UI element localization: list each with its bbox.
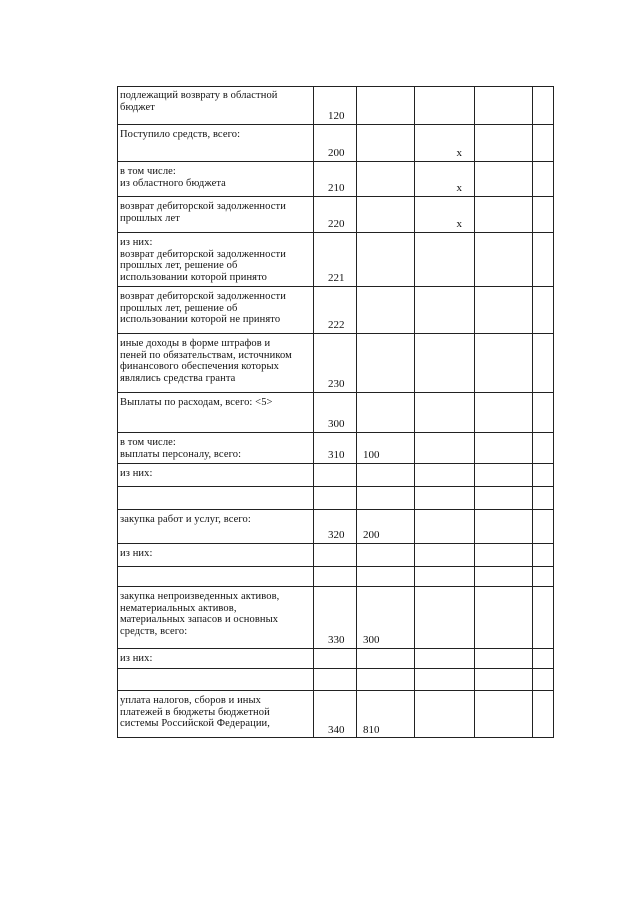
- cell-c5: [532, 487, 554, 509]
- row-code: 222: [328, 319, 345, 331]
- cell-c4: [474, 393, 532, 432]
- cell-c3: [414, 510, 474, 543]
- cell-c3: [414, 669, 474, 690]
- cell-name: [117, 433, 313, 463]
- cell-c4: [474, 487, 532, 509]
- row-label: Выплаты по расходам, всего: <5>: [120, 397, 273, 408]
- row-label: из них:: [120, 468, 153, 479]
- table-row: [117, 566, 554, 586]
- cell-c4: [474, 567, 532, 586]
- cell-c5: [532, 287, 554, 333]
- cell-c4: [474, 510, 532, 543]
- table-row: [117, 232, 554, 286]
- cell-c5: [532, 334, 554, 392]
- cell-c5: [532, 197, 554, 232]
- cell-name: [117, 86, 313, 124]
- cell-code: [313, 510, 356, 543]
- row-value: х: [456, 147, 462, 159]
- cell-kosgu: [356, 587, 414, 648]
- cell-name: [117, 649, 313, 668]
- cell-code: [313, 162, 356, 196]
- cell-name: [117, 544, 313, 566]
- table-row: [117, 509, 554, 543]
- row-code: 210: [328, 182, 345, 194]
- cell-kosgu: [356, 393, 414, 432]
- cell-c3: [414, 649, 474, 668]
- cell-c3: [414, 464, 474, 486]
- table-row: [117, 124, 554, 161]
- cell-c3: [414, 433, 474, 463]
- cell-name: [117, 197, 313, 232]
- cell-name: [117, 587, 313, 648]
- cell-c5: [532, 691, 554, 738]
- cell-c5: [532, 433, 554, 463]
- row-value: х: [456, 182, 462, 194]
- table-row: [117, 196, 554, 232]
- row-label: подлежащий возврату в областной бюджет: [120, 90, 278, 113]
- cell-kosgu: [356, 233, 414, 286]
- table-row: [117, 486, 554, 509]
- row-code: 120: [328, 110, 345, 122]
- cell-c4: [474, 587, 532, 648]
- cell-c3: [414, 393, 474, 432]
- table-row: [117, 648, 554, 668]
- cell-c5: [532, 587, 554, 648]
- table-row: [117, 668, 554, 690]
- cell-c5: [532, 510, 554, 543]
- table-row: [117, 286, 554, 333]
- cell-c4: [474, 433, 532, 463]
- cell-kosgu: [356, 649, 414, 668]
- row-label: возврат дебиторской задолженности прошлых лет, решение об использовании которой не принято: [120, 291, 286, 325]
- row-label: возврат дебиторской задолженности прошлых лет: [120, 201, 286, 224]
- cell-c4: [474, 334, 532, 392]
- table-row: [117, 333, 554, 392]
- row-code: 330: [328, 634, 345, 646]
- cell-name: [117, 233, 313, 286]
- row-label: из них: возврат дебиторской задолженности прошлых лет, решение об использовании которой принято: [120, 237, 286, 283]
- table-row: [117, 161, 554, 196]
- cell-kosgu: [356, 669, 414, 690]
- row-value: х: [456, 218, 462, 230]
- cell-c3: [414, 162, 474, 196]
- cell-code: [313, 567, 356, 586]
- cell-name: [117, 567, 313, 586]
- cell-name: [117, 510, 313, 543]
- cell-kosgu: [356, 433, 414, 463]
- row-label: закупка непроизведенных активов, нематериальных активов, материальных запасов и основных средств, всего:: [120, 591, 280, 637]
- row-label: в том числе: выплаты персоналу, всего:: [120, 437, 242, 460]
- row-code: 340: [328, 724, 345, 736]
- row-label: уплата налогов, сборов и иных платежей в бюджеты бюджетной системы Российской Федерации,: [120, 695, 270, 729]
- cell-code: [313, 334, 356, 392]
- cell-kosgu: [356, 464, 414, 486]
- cell-kosgu: [356, 125, 414, 161]
- row-label: из них:: [120, 548, 153, 559]
- cell-c3: [414, 587, 474, 648]
- table-row: [117, 432, 554, 463]
- cell-name: [117, 487, 313, 509]
- cell-name: [117, 334, 313, 392]
- cell-code: [313, 433, 356, 463]
- cell-c5: [532, 393, 554, 432]
- cell-c4: [474, 649, 532, 668]
- cell-kosgu: [356, 197, 414, 232]
- row-label: Поступило средств, всего:: [120, 129, 241, 140]
- cell-c3: [414, 86, 474, 124]
- cell-c5: [532, 649, 554, 668]
- table-row: [117, 463, 554, 486]
- cell-c3: [414, 287, 474, 333]
- cell-c3: [414, 691, 474, 738]
- cell-kosgu: [356, 162, 414, 196]
- cell-c4: [474, 125, 532, 161]
- cell-code: [313, 669, 356, 690]
- table-row: [117, 690, 554, 738]
- cell-kosgu: [356, 567, 414, 586]
- cell-name: [117, 464, 313, 486]
- cell-code: [313, 487, 356, 509]
- cell-name: [117, 162, 313, 196]
- cell-name: [117, 691, 313, 738]
- cell-c4: [474, 669, 532, 690]
- table-row: [117, 543, 554, 566]
- row-code: 200: [328, 147, 345, 159]
- cell-c3: [414, 197, 474, 232]
- cell-c5: [532, 567, 554, 586]
- cell-c4: [474, 544, 532, 566]
- row-kosgu: 100: [363, 449, 380, 461]
- row-label: в том числе: из областного бюджета: [120, 166, 226, 189]
- row-code: 221: [328, 272, 345, 284]
- cell-name: [117, 669, 313, 690]
- cell-code: [313, 691, 356, 738]
- cell-c5: [532, 233, 554, 286]
- cell-c3: [414, 233, 474, 286]
- cell-c4: [474, 691, 532, 738]
- cell-name: [117, 393, 313, 432]
- cell-c4: [474, 162, 532, 196]
- cell-c4: [474, 464, 532, 486]
- cell-kosgu: [356, 287, 414, 333]
- cell-c5: [532, 464, 554, 486]
- cell-c5: [532, 125, 554, 161]
- cell-kosgu: [356, 334, 414, 392]
- cell-code: [313, 125, 356, 161]
- cell-code: [313, 86, 356, 124]
- cell-c3: [414, 567, 474, 586]
- cell-c4: [474, 287, 532, 333]
- row-code: 300: [328, 418, 345, 430]
- row-code: 320: [328, 529, 345, 541]
- row-code: 230: [328, 378, 345, 390]
- cell-code: [313, 464, 356, 486]
- cell-c3: [414, 334, 474, 392]
- cell-c5: [532, 544, 554, 566]
- row-code: 310: [328, 449, 345, 461]
- row-code: 220: [328, 218, 345, 230]
- row-label: иные доходы в форме штрафов и пеней по обязательствам, источником финансового обеспечения которых являлись средства гранта: [120, 338, 292, 384]
- row-kosgu: 200: [363, 529, 380, 541]
- cell-code: [313, 544, 356, 566]
- table-row: [117, 86, 554, 124]
- row-label: закупка работ и услуг, всего:: [120, 514, 251, 525]
- cell-c4: [474, 233, 532, 286]
- cell-c3: [414, 487, 474, 509]
- cell-kosgu: [356, 86, 414, 124]
- cell-c3: [414, 125, 474, 161]
- cell-code: [313, 287, 356, 333]
- cell-kosgu: [356, 544, 414, 566]
- cell-code: [313, 233, 356, 286]
- cell-kosgu: [356, 487, 414, 509]
- cell-kosgu: [356, 691, 414, 738]
- cell-code: [313, 649, 356, 668]
- row-kosgu: 300: [363, 634, 380, 646]
- table-row: [117, 586, 554, 648]
- cell-name: [117, 125, 313, 161]
- cell-code: [313, 197, 356, 232]
- cell-c4: [474, 86, 532, 124]
- cell-name: [117, 287, 313, 333]
- row-label: из них:: [120, 653, 153, 664]
- cell-code: [313, 393, 356, 432]
- cell-kosgu: [356, 510, 414, 543]
- cell-c3: [414, 544, 474, 566]
- cell-c4: [474, 197, 532, 232]
- table-row: [117, 392, 554, 432]
- row-kosgu: 810: [363, 724, 380, 736]
- cell-c5: [532, 669, 554, 690]
- cell-c5: [532, 86, 554, 124]
- cell-code: [313, 587, 356, 648]
- cell-c5: [532, 162, 554, 196]
